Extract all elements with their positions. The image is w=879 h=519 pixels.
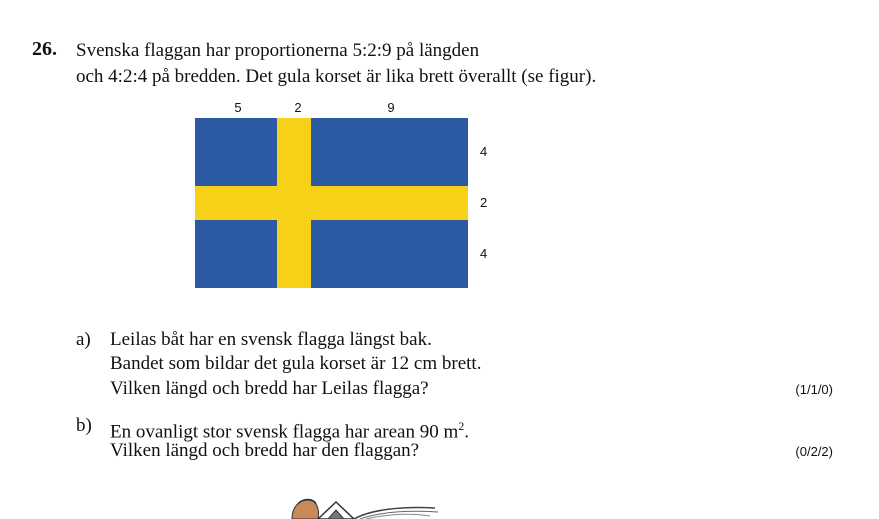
width-label-2: 2 <box>480 195 488 210</box>
length-label-9: 9 <box>387 100 395 115</box>
subquestion-b-line-1-end: . <box>464 421 469 443</box>
subquestion-a-line-1: Leilas båt har en svensk flagga längst bak. <box>110 329 432 350</box>
length-label-2: 2 <box>294 100 302 115</box>
boat-illustration <box>270 492 450 519</box>
length-label-5: 5 <box>234 100 242 115</box>
subquestion-a-letter: a) <box>76 329 91 350</box>
subquestion-b-line-1-text: En ovanligt stor svensk flagga har arean 90 m <box>110 421 459 443</box>
subquestion-a-line-2: Bandet som bildar det gula korset är 12 cm brett. <box>110 353 482 374</box>
subquestion-a-line-3: Vilken längd och bredd har Leilas flagga? <box>110 378 429 399</box>
width-label-4-top: 4 <box>480 144 488 159</box>
width-label-4-bottom: 4 <box>480 246 488 261</box>
area-exponent: 2 <box>458 419 465 433</box>
swedish-flag <box>195 118 468 288</box>
flag-cross-horizontal <box>195 186 468 220</box>
subquestion-b-points: (0/2/2) <box>795 444 833 459</box>
question-intro-line-2: och 4:2:4 på bredden. Det gula korset är lika brett överallt (se figur). <box>76 66 597 87</box>
subquestion-a-points: (1/1/0) <box>795 382 833 397</box>
question-intro-line-1: Svenska flaggan har proportionerna 5:2:9 på längden <box>76 40 480 61</box>
subquestion-b-line-2: Vilken längd och bredd har den flaggan? <box>110 440 420 461</box>
subquestion-b-letter: b) <box>76 415 92 436</box>
question-number: 26. <box>32 38 57 60</box>
